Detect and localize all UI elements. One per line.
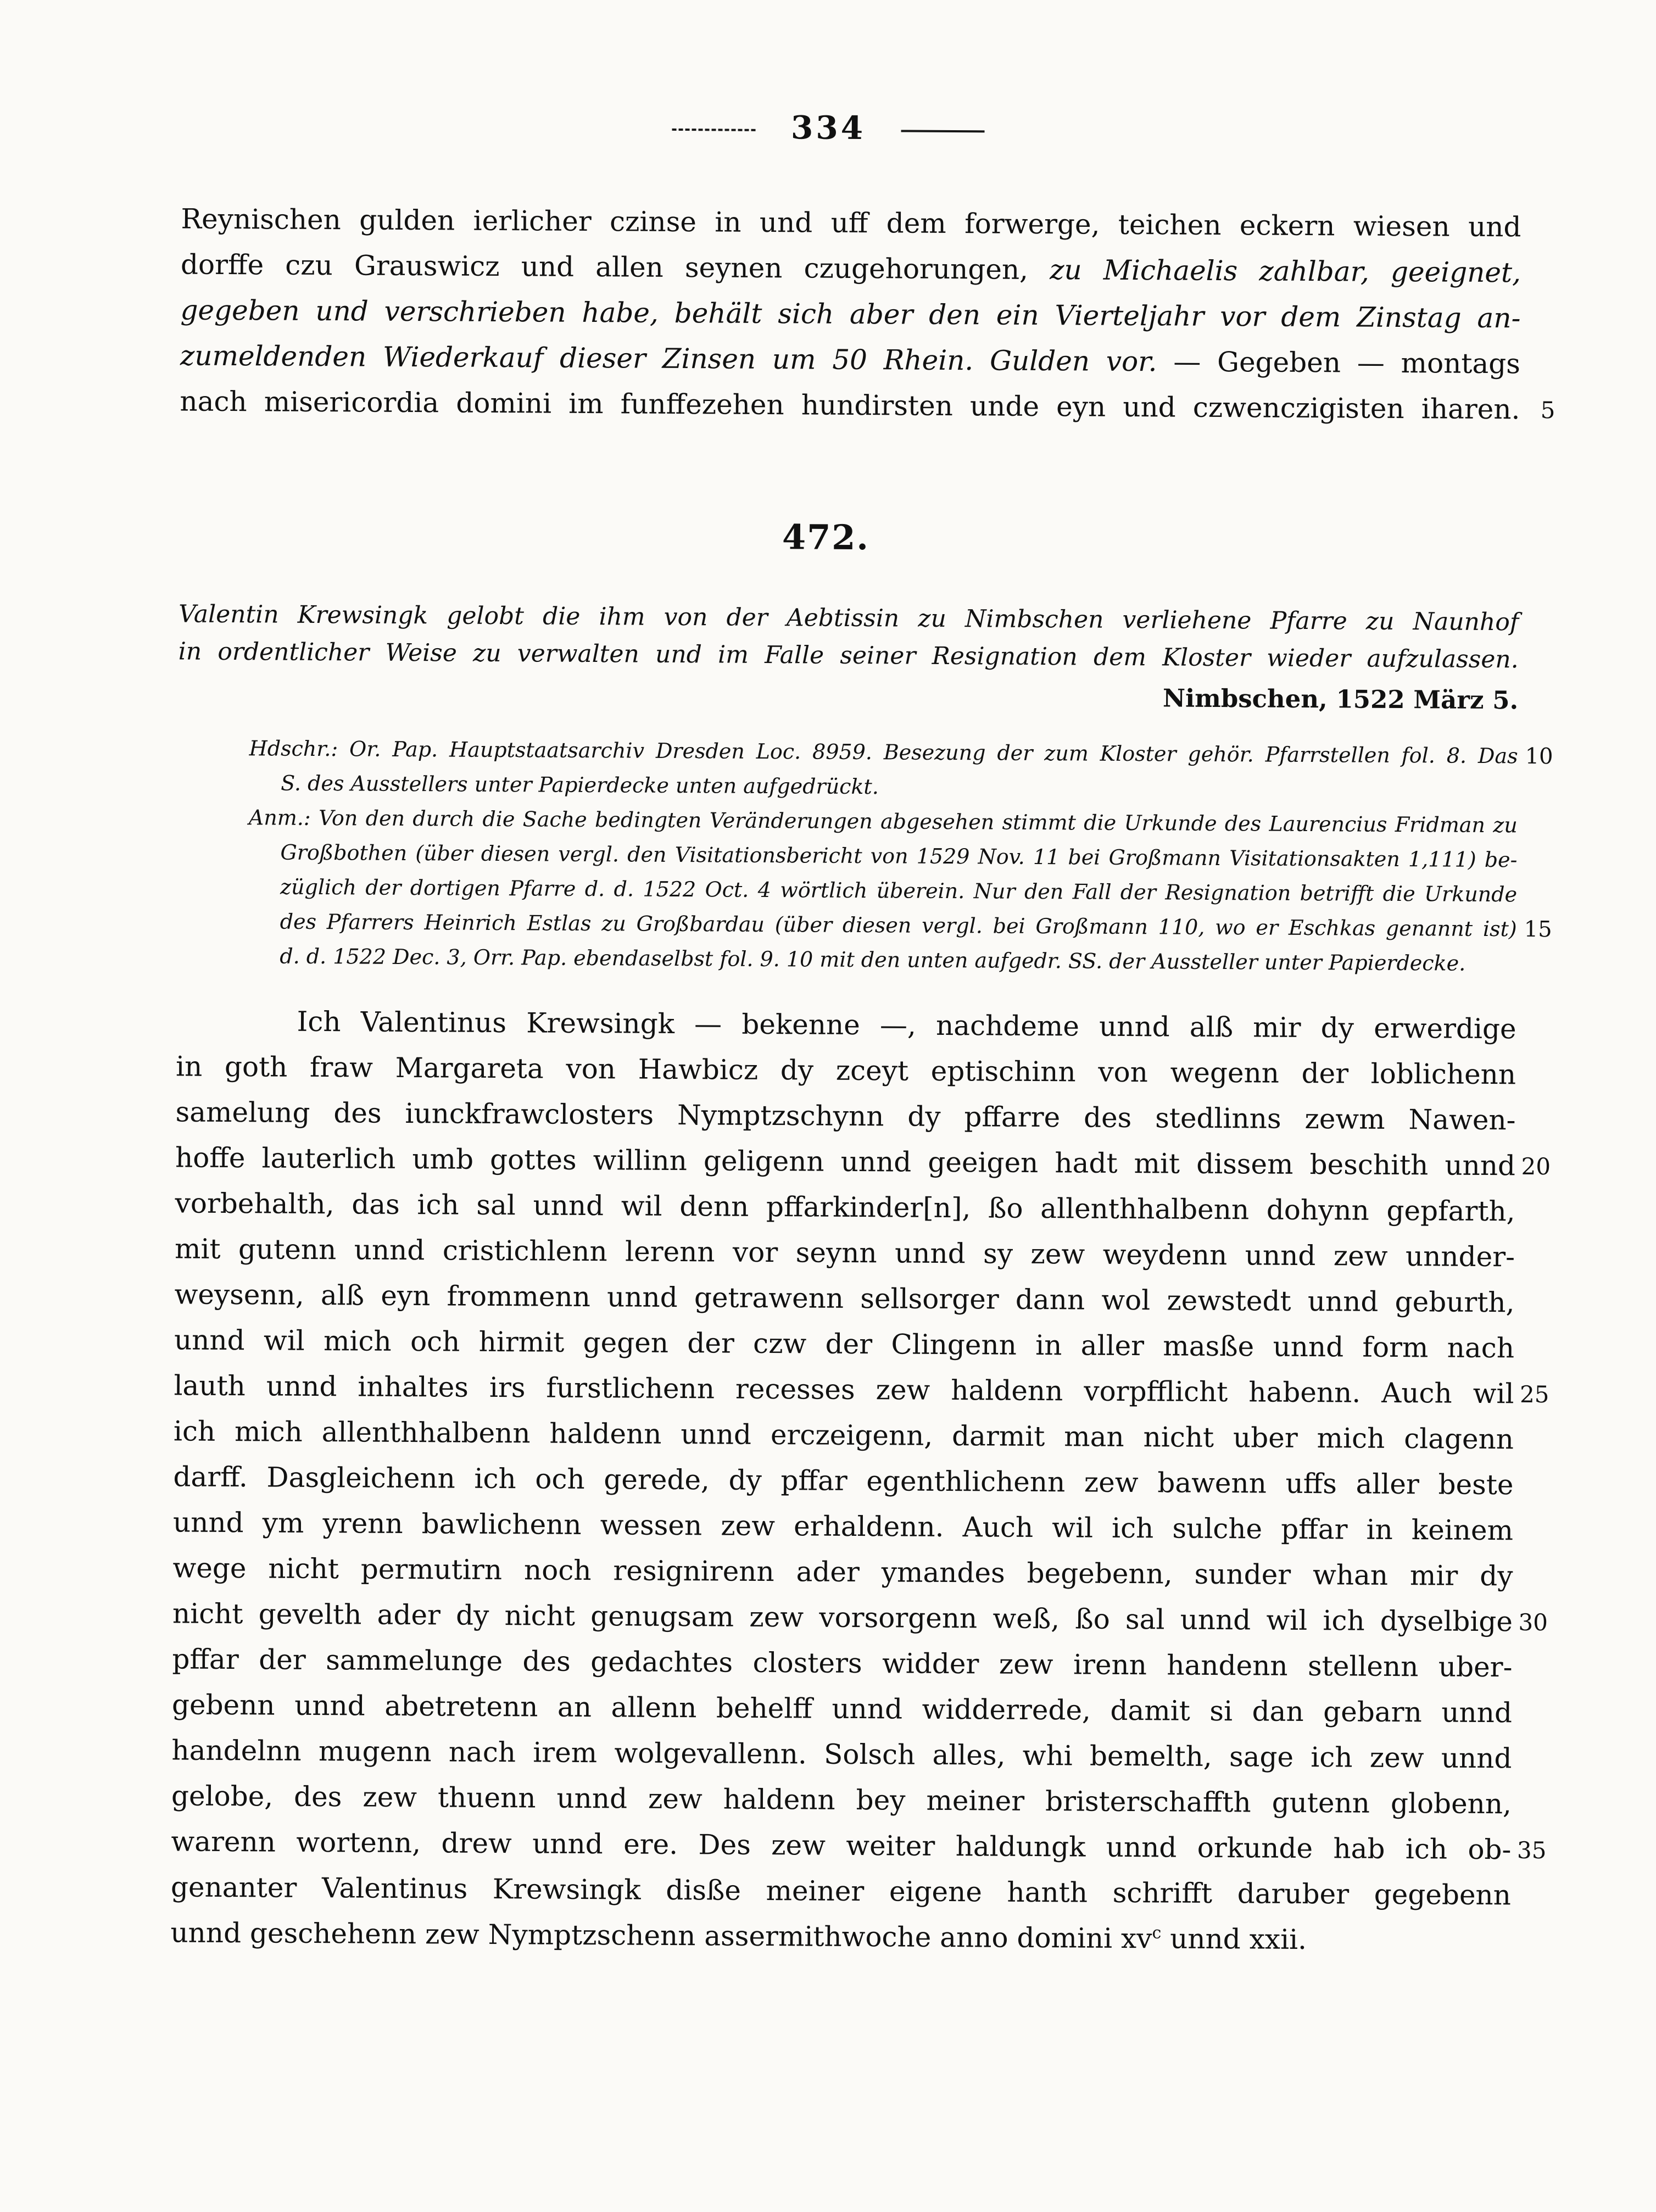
text-segment: darff. Dasgleichenn ich och gerede, dy pffar egenthlichenn zew bawenn uffs aller beste xyxy=(173,1461,1514,1501)
margin-line-number: 35 xyxy=(1516,1836,1547,1864)
text-segment: unnd wil mich och hirmit gegen der czw der Clingenn in aller masße unnd form nach xyxy=(174,1324,1515,1364)
text-line xyxy=(175,1089,1515,1143)
margin-line-number: 25 xyxy=(1519,1380,1549,1408)
text-line xyxy=(172,1591,1548,1645)
margin-line-number: 30 xyxy=(1518,1608,1548,1636)
text-line xyxy=(172,1545,1513,1599)
document-summary xyxy=(178,595,1519,678)
text-segment: warenn wortenn, drew unnd ere. Des zew weiter haldungk unnd orkunde hab ich ob- xyxy=(171,1825,1512,1866)
page-number: 334 xyxy=(790,109,866,147)
text-line xyxy=(175,1135,1551,1189)
text-line xyxy=(174,1317,1514,1371)
text-segment: Valentin Krewsingk gelobt die ihm von der Aebtissin zu Nimbschen verliehene Pfarre zu Naunhof xyxy=(178,600,1519,637)
text-line xyxy=(171,1773,1512,1827)
text-segment: unnd xxii. xyxy=(1161,1923,1307,1956)
text-segment: dorffe czu Grauswicz und allen seynen czugehorungen, xyxy=(180,248,1050,286)
text-line xyxy=(174,1408,1514,1462)
margin-line-number: 15 xyxy=(1524,916,1552,942)
text-segment: zumeldenden Wiederkauf dieser Zinsen um 50 Rhein. Gulden vor. xyxy=(180,339,1157,378)
text-segment: weysenn, alß eyn frommenn unnd getrawenn sellsorger dann wol zewstedt unnd geburth, xyxy=(174,1278,1515,1319)
text-segment: samelung des iunckfrawclosters Nymptzschynn dy pffarre des stedlinns zewm Nawen- xyxy=(175,1096,1516,1136)
text-line xyxy=(175,1226,1515,1280)
text-segment: gegeben und verschrieben habe, behält sich aber den ein Vierteljahr vor dem Zinstag an- xyxy=(180,294,1521,335)
text-segment: nicht gevelth ader dy nicht genugsam zew vorsorgenn weß, ßo sal unnd wil ich dyselbige xyxy=(172,1597,1513,1638)
text-segment: hoffe lauterlich umb gottes willinn geligenn unnd geeigen hadt mit dissem beschith unnd xyxy=(175,1141,1516,1182)
text-segment: züglich der dortigen Pfarre d. d. 1522 Oct. 4 wörtlich überein. Nur den Fall der Resignation betrifft die Urkunde xyxy=(280,874,1518,907)
text-segment: unnd geschehenn zew Nymptzschenn assermithwoche anno domini xv xyxy=(170,1916,1152,1955)
text-segment: — Gegeben — montags xyxy=(1157,346,1521,380)
text-line xyxy=(170,1910,1510,1964)
text-segment: pffar der sammelunge des gedachtes closters widder zew irenn handenn stellenn uber- xyxy=(172,1643,1513,1684)
text-line xyxy=(173,1454,1513,1508)
header-rule-left xyxy=(672,129,756,131)
text-line xyxy=(176,998,1516,1052)
text-segment: genanter Valentinus Krewsingk disße meiner eigene hanth schrifft daruber gegebenn xyxy=(170,1871,1512,1912)
margin-line-number: 20 xyxy=(1521,1152,1551,1180)
text-segment: Hdschr.: Or. Pap. Hauptstaatsarchiv Dresden Loc. 8959. Besezung der zum Kloster gehör. Pfarrstellen fol. 8. Das xyxy=(249,736,1518,768)
text-segment: vorbehalth, das ich sal unnd wil denn pffarkinder[n], ßo allenthhalbenn dohynn gepfarth, xyxy=(175,1187,1515,1228)
text-line xyxy=(171,1864,1511,1918)
text-segment: lauth unnd inhaltes irs furstlichenn recesses zew haldenn vorpfflicht habenn. Auch wil xyxy=(174,1369,1514,1410)
text-segment: Ich Valentinus Krewsingk — bekenne —, nachdeme unnd alß mir dy erwerdige xyxy=(297,1005,1516,1045)
text-line xyxy=(172,1682,1512,1736)
text-line xyxy=(180,333,1520,387)
text-line xyxy=(174,1363,1549,1417)
text-line xyxy=(181,242,1521,296)
text-line xyxy=(171,1819,1547,1873)
text-line xyxy=(176,1044,1516,1097)
text-segment: nach misericordia domini im funffezehen hundirsten unde eyn und czwenczigisten iharen. xyxy=(180,385,1520,426)
page-header xyxy=(0,0,1656,155)
text-line xyxy=(178,633,1518,678)
text-segment: S. des Ausstellers unter Papierdecke unten aufgedrückt. xyxy=(281,771,879,799)
text-line xyxy=(171,1728,1512,1781)
text-line xyxy=(172,1636,1512,1690)
text-segment: handelnn mugenn nach irem wolgevallenn. Solsch alles, whi bemelth, sage ich zew unnd xyxy=(171,1734,1512,1775)
text-line xyxy=(174,1272,1514,1325)
text-segment: unnd ym yrenn bawlichenn wessen zew erhaldenn. Auch wil ich sulche pffar in keinem xyxy=(172,1506,1514,1547)
text-segment: ich mich allenthhalbenn haldenn unnd erczeigenn, darmit man nicht uber mich clagenn xyxy=(173,1415,1514,1456)
document-body xyxy=(170,998,1551,1964)
text-segment: mit gutenn unnd cristichlenn lerenn vor seynn unnd sy zew weydenn unnd zew unnder- xyxy=(174,1233,1515,1273)
header-rule-right xyxy=(901,130,984,132)
text-segment: des Pfarrers Heinrich Estlas zu Großbardau (über diesen vergl. bei Großmann 110, wo er Eschkas genannt ist) xyxy=(280,909,1517,941)
text-segment: Reynischen gulden ierlicher czinse in und uff dem forwerge, teichen eckern wiesen und xyxy=(181,203,1521,243)
text-segment: gebenn unnd abetretenn an allenn behelff unnd widderrede, damit si dan gebarn unnd xyxy=(171,1689,1513,1729)
text-segment: in ordentlicher Weise zu verwalten und im Falle seiner Resignation dem Kloster wieder aufzulassen. xyxy=(178,637,1519,674)
margin-line-number: 5 xyxy=(1540,396,1555,424)
margin-line-number: 10 xyxy=(1525,743,1553,769)
document-number-heading: 472. xyxy=(782,517,870,558)
text-segment: Anm.: Von den durch die Sache bedingten Veränderungen abgesehen stimmt die Urkunde des Laurencius Fridman zu xyxy=(248,805,1518,838)
text-segment: c xyxy=(1152,1923,1162,1943)
text-segment: in goth fraw Margareta von Hawbicz dy zceyt eptischinn von wegenn der loblichenn xyxy=(175,1050,1516,1091)
document-place-date: Nimbschen, 1522 März 5. xyxy=(1162,683,1519,715)
text-segment: wege nicht permutirn noch resignirenn ader ymandes begebenn, sunder whan mir dy xyxy=(172,1552,1513,1592)
text-line xyxy=(175,1180,1515,1234)
text-segment: zu Michaelis zahlbar, geeignet, xyxy=(1049,254,1521,289)
previous-document-continuation xyxy=(180,196,1555,432)
text-line xyxy=(180,378,1555,432)
text-line xyxy=(181,196,1521,250)
text-segment: d. d. 1522 Dec. 3, Orr. Pap. ebendaselbst fol. 9. 10 mit den unten aufgedr. SS. der Aussteller unter Papierdecke. xyxy=(280,944,1466,976)
text-segment: Großbothen (über diesen vergl. den Visitationsbericht von 1529 Nov. 11 bei Großmann Visitationsakten 1,111) be- xyxy=(280,840,1518,872)
source-notes xyxy=(176,731,1553,981)
text-line xyxy=(173,1500,1513,1553)
text-line xyxy=(248,939,1516,981)
text-line xyxy=(180,287,1520,341)
text-segment: gelobe, des zew thuenn unnd zew haldenn bey meiner bristerschaffth gutenn globenn, xyxy=(171,1780,1512,1820)
